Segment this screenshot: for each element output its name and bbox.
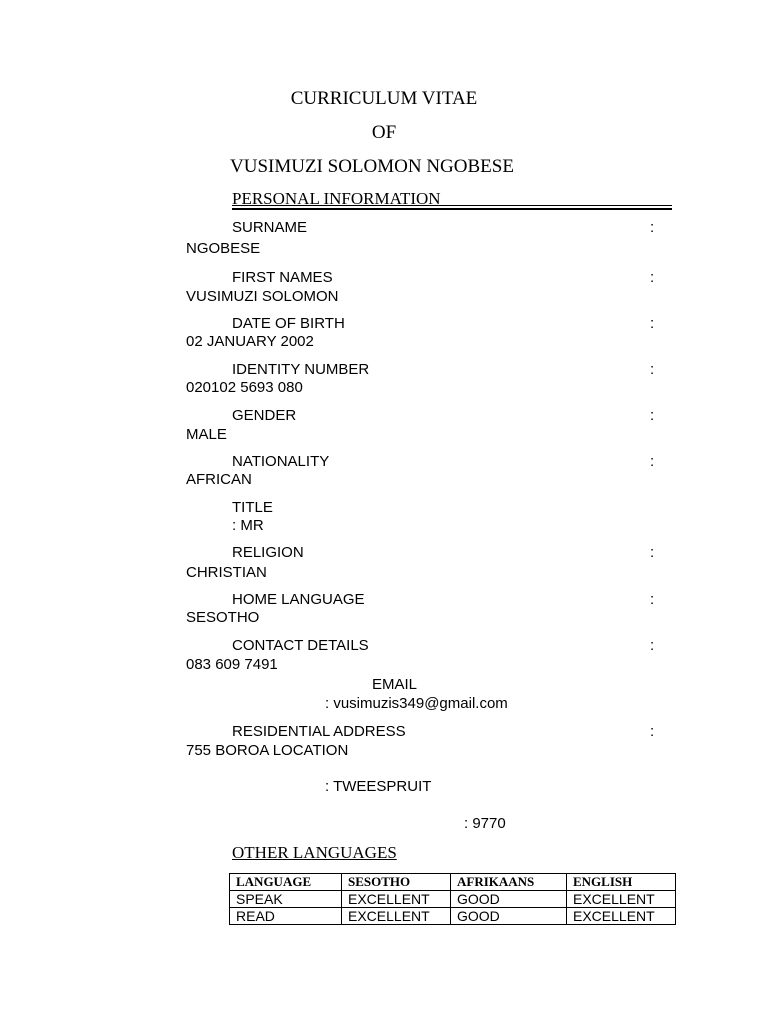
table-cell: EXCELLENT: [567, 891, 676, 908]
gender-label: GENDER: [232, 407, 297, 424]
residential-address-label: RESIDENTIAL ADDRESS: [232, 723, 406, 740]
title-value: : MR: [232, 517, 264, 534]
document-of: OF: [371, 122, 397, 143]
table-cell: SPEAK: [230, 891, 342, 908]
residential-address-colon: :: [650, 723, 655, 740]
personal-information-heading: PERSONAL INFORMATION: [232, 189, 441, 208]
section-divider: [232, 208, 672, 210]
table-row: [230, 908, 676, 925]
nationality-label: NATIONALITY: [232, 453, 330, 470]
table-cell: EXCELLENT: [342, 891, 451, 908]
gender-value: MALE: [186, 426, 227, 443]
home-language-label: HOME LANGUAGE: [232, 591, 365, 608]
home-language-value: SESOTHO: [186, 609, 260, 626]
column-header: ENGLISH: [567, 874, 676, 891]
table-header-row: [230, 874, 676, 891]
table-cell: GOOD: [451, 908, 567, 925]
column-header: SESOTHO: [342, 874, 451, 891]
religion-label: RELIGION: [232, 544, 304, 561]
title-label: TITLE: [232, 499, 273, 516]
table-cell: EXCELLENT: [567, 908, 676, 925]
column-header: AFRIKAANS: [451, 874, 567, 891]
surname-value: NGOBESE: [186, 240, 261, 257]
religion-colon: :: [650, 544, 655, 561]
date-of-birth-label: DATE OF BIRTH: [232, 315, 345, 332]
table-row: [230, 891, 676, 908]
identity-number-colon: :: [650, 361, 655, 378]
section-divider: [232, 205, 672, 206]
home-language-colon: :: [650, 591, 655, 608]
gender-colon: :: [650, 407, 655, 424]
nationality-value: AFRICAN: [186, 471, 252, 488]
address-line-1: 755 BOROA LOCATION: [186, 742, 349, 759]
address-line-3: : 9770: [464, 815, 506, 832]
date-of-birth-colon: :: [650, 315, 655, 332]
first-names-value: VUSIMUZI SOLOMON: [186, 288, 339, 305]
document-title: CURRICULUM VITAE: [290, 88, 478, 109]
table-cell: GOOD: [451, 891, 567, 908]
candidate-name: VUSIMUZI SOLOMON NGOBESE: [230, 156, 514, 177]
religion-value: CHRISTIAN: [186, 564, 267, 581]
date-of-birth-value: 02 JANUARY 2002: [186, 333, 314, 350]
surname-label: SURNAME: [232, 219, 308, 236]
email-value: : vusimuzis349@gmail.com: [325, 695, 508, 712]
surname-colon: :: [650, 219, 655, 236]
languages-table: [229, 873, 676, 925]
nationality-colon: :: [650, 453, 655, 470]
other-languages-heading: OTHER LANGUAGES: [232, 843, 397, 862]
column-header: LANGUAGE: [230, 874, 342, 891]
identity-number-value: 020102 5693 080: [186, 379, 303, 396]
contact-details-colon: :: [650, 637, 655, 654]
phone-number-value: 083 609 7491: [186, 656, 278, 673]
first-names-label: FIRST NAMES: [232, 269, 333, 286]
first-names-colon: :: [650, 269, 655, 286]
table-cell: EXCELLENT: [342, 908, 451, 925]
email-label: EMAIL: [372, 676, 418, 693]
table-cell: READ: [230, 908, 342, 925]
address-line-2: : TWEESPRUIT: [325, 778, 432, 795]
identity-number-label: IDENTITY NUMBER: [232, 361, 370, 378]
contact-details-label: CONTACT DETAILS: [232, 637, 369, 654]
